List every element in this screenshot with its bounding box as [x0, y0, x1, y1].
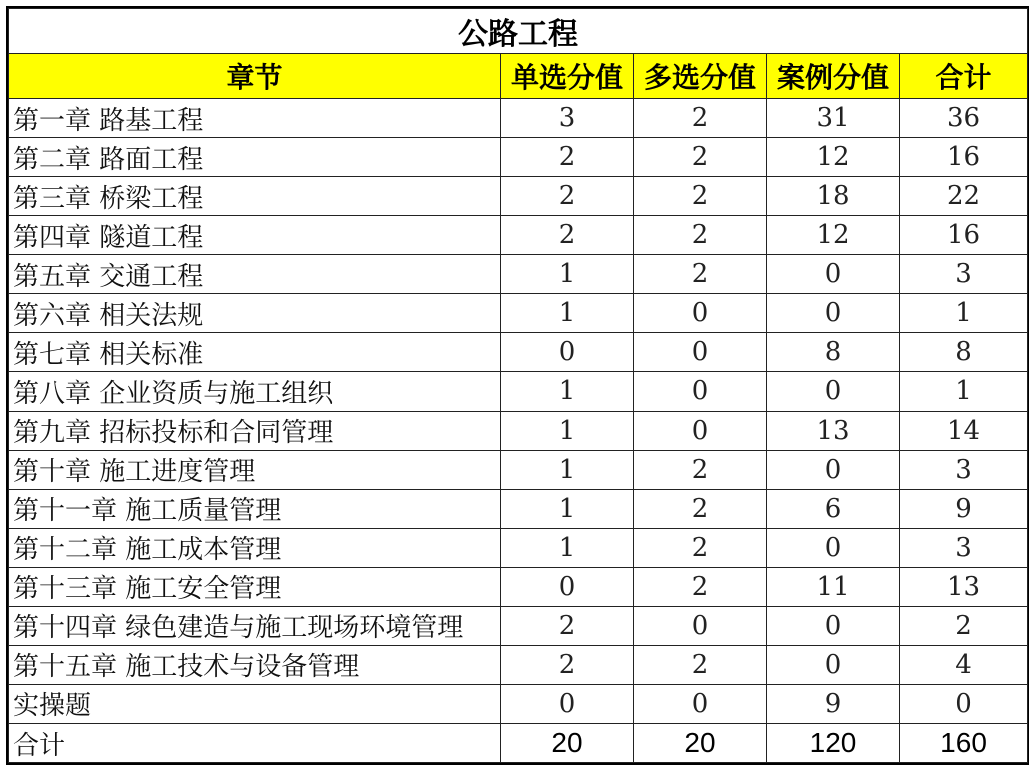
chapter-cell: 第五章 交通工程: [9, 255, 501, 294]
multi-choice-cell: 2: [634, 489, 767, 528]
single-choice-cell: 2: [501, 645, 634, 684]
multi-choice-cell: 2: [634, 99, 767, 138]
total-cell: 8: [900, 333, 1028, 372]
chapter-cell: 第十二章 施工成本管理: [9, 528, 501, 567]
total-cell: 16: [900, 138, 1028, 177]
table-title: 公路工程: [9, 9, 1028, 54]
total-cell: 22: [900, 177, 1028, 216]
chapter-cell: 第十章 施工进度管理: [9, 450, 501, 489]
totals-case: 120: [767, 724, 900, 763]
table-row: [9, 450, 1028, 489]
single-choice-cell: 1: [501, 450, 634, 489]
single-choice-cell: 0: [501, 684, 634, 723]
chapter-cell: 第八章 企业资质与施工组织: [9, 372, 501, 411]
total-cell: 3: [900, 450, 1028, 489]
case-cell: 0: [767, 606, 900, 645]
table-body: [9, 99, 1028, 724]
case-cell: 9: [767, 684, 900, 723]
score-table: [8, 8, 1028, 763]
single-choice-cell: 1: [501, 294, 634, 333]
totals-total: 160: [900, 724, 1028, 763]
table-row: [9, 528, 1028, 567]
single-choice-cell: 1: [501, 489, 634, 528]
case-cell: 31: [767, 99, 900, 138]
single-choice-cell: 1: [501, 372, 634, 411]
total-cell: 2: [900, 606, 1028, 645]
total-cell: 16: [900, 216, 1028, 255]
single-choice-cell: 1: [501, 528, 634, 567]
multi-choice-cell: 0: [634, 606, 767, 645]
multi-choice-cell: 0: [634, 294, 767, 333]
chapter-cell: 第一章 路基工程: [9, 99, 501, 138]
single-choice-cell: 0: [501, 567, 634, 606]
case-cell: 6: [767, 489, 900, 528]
case-cell: 12: [767, 216, 900, 255]
case-cell: 11: [767, 567, 900, 606]
score-table-sheet: [6, 6, 1029, 765]
multi-choice-cell: 2: [634, 138, 767, 177]
chapter-cell: 第二章 路面工程: [9, 138, 501, 177]
chapter-cell: 第十四章 绿色建造与施工现场环境管理: [9, 606, 501, 645]
table-row: [9, 216, 1028, 255]
totals-single: 20: [501, 724, 634, 763]
table-row: [9, 294, 1028, 333]
header-case-score: 案例分值: [767, 54, 900, 99]
case-cell: 0: [767, 255, 900, 294]
multi-choice-cell: 0: [634, 333, 767, 372]
table-row: [9, 333, 1028, 372]
single-choice-cell: 2: [501, 177, 634, 216]
case-cell: 0: [767, 528, 900, 567]
table-row: [9, 372, 1028, 411]
chapter-cell: 第六章 相关法规: [9, 294, 501, 333]
total-cell: 36: [900, 99, 1028, 138]
table-row: [9, 606, 1028, 645]
total-cell: 4: [900, 645, 1028, 684]
header-row: [9, 54, 1028, 99]
header-chapter: 章节: [9, 54, 501, 99]
totals-label: 合计: [9, 724, 501, 763]
total-cell: 14: [900, 411, 1028, 450]
multi-choice-cell: 2: [634, 177, 767, 216]
multi-choice-cell: 2: [634, 255, 767, 294]
table-row: [9, 255, 1028, 294]
case-cell: 13: [767, 411, 900, 450]
total-cell: 1: [900, 294, 1028, 333]
table-row: [9, 99, 1028, 138]
title-row: [9, 9, 1028, 54]
header-total: 合计: [900, 54, 1028, 99]
total-cell: 13: [900, 567, 1028, 606]
case-cell: 0: [767, 372, 900, 411]
header-single-choice-score: 单选分值: [501, 54, 634, 99]
chapter-cell: 第九章 招标投标和合同管理: [9, 411, 501, 450]
table-row: [9, 177, 1028, 216]
chapter-cell: 第十五章 施工技术与设备管理: [9, 645, 501, 684]
case-cell: 8: [767, 333, 900, 372]
multi-choice-cell: 2: [634, 567, 767, 606]
table-row: [9, 489, 1028, 528]
totals-row: [9, 724, 1028, 763]
single-choice-cell: 2: [501, 216, 634, 255]
totals-multi: 20: [634, 724, 767, 763]
case-cell: 12: [767, 138, 900, 177]
multi-choice-cell: 0: [634, 411, 767, 450]
case-cell: 0: [767, 294, 900, 333]
chapter-cell: 第十三章 施工安全管理: [9, 567, 501, 606]
total-cell: 3: [900, 528, 1028, 567]
header-multi-choice-score: 多选分值: [634, 54, 767, 99]
multi-choice-cell: 2: [634, 216, 767, 255]
multi-choice-cell: 2: [634, 450, 767, 489]
table-row: [9, 684, 1028, 723]
chapter-cell: 实操题: [9, 684, 501, 723]
total-cell: 1: [900, 372, 1028, 411]
table-row: [9, 411, 1028, 450]
case-cell: 0: [767, 645, 900, 684]
table-row: [9, 645, 1028, 684]
chapter-cell: 第四章 隧道工程: [9, 216, 501, 255]
multi-choice-cell: 0: [634, 372, 767, 411]
single-choice-cell: 1: [501, 411, 634, 450]
single-choice-cell: 3: [501, 99, 634, 138]
table-row: [9, 567, 1028, 606]
single-choice-cell: 0: [501, 333, 634, 372]
case-cell: 18: [767, 177, 900, 216]
chapter-cell: 第十一章 施工质量管理: [9, 489, 501, 528]
single-choice-cell: 2: [501, 606, 634, 645]
multi-choice-cell: 0: [634, 684, 767, 723]
table-row: [9, 138, 1028, 177]
total-cell: 0: [900, 684, 1028, 723]
chapter-cell: 第三章 桥梁工程: [9, 177, 501, 216]
multi-choice-cell: 2: [634, 528, 767, 567]
multi-choice-cell: 2: [634, 645, 767, 684]
case-cell: 0: [767, 450, 900, 489]
total-cell: 3: [900, 255, 1028, 294]
single-choice-cell: 1: [501, 255, 634, 294]
total-cell: 9: [900, 489, 1028, 528]
chapter-cell: 第七章 相关标准: [9, 333, 501, 372]
single-choice-cell: 2: [501, 138, 634, 177]
